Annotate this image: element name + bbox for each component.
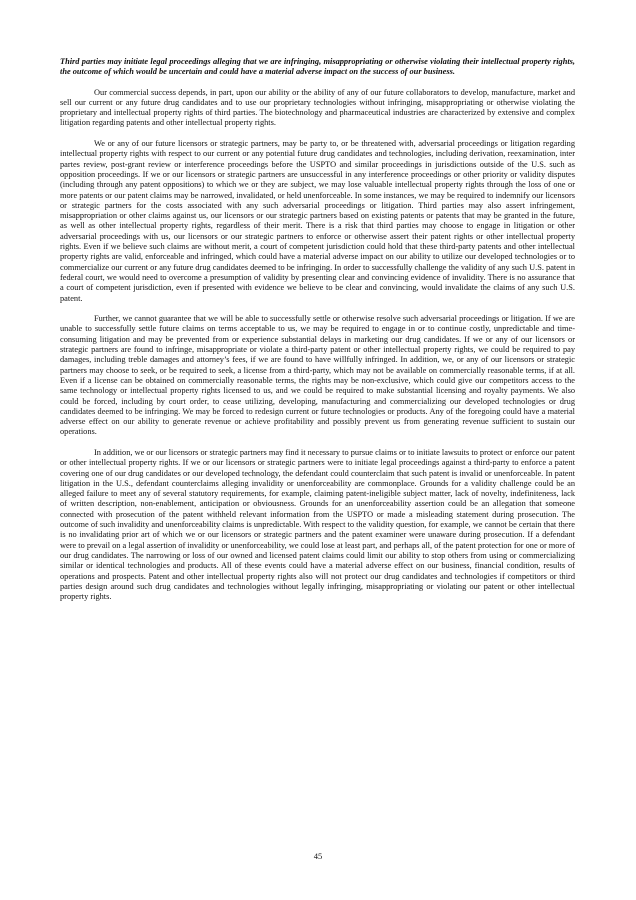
- page-body: [60, 57, 575, 613]
- page-number: 45: [313, 851, 323, 861]
- paragraph-2: We or any of our future licensors or strategic partners, may be party to, or be threatened with, adversarial proceedings or litigation regarding intellectual property rights with respect to our current or any potential future drug candidates and technologies, including derivation, reexamination, inter partes review, post-grant review or interference proceedings before the USPTO and similar proceedings in jurisdictions outside of the U.S. such as opposition proceedings. If we or our licensors or strategic partners are unsuccessful in any interference proceedings or other priority or validity disputes (including through any patent oppositions) to which we or they are subject, we may lose valuable intellectual property rights through the loss of one or more patents or our patent claims may be narrowed, invalidated, or held unenforceable. In some instances, we may be required to indemnify our licensors or strategic partners for the costs associated with any such adversarial proceedings or litigation. Third parties may also assert infringement, misappropriation or other claims against us, our licensors or our strategic partners based on existing patents or patents that may be granted in the future, as well as other intellectual property rights, regardless of their merit. There is a risk that third parties may choose to engage in litigation or other adversarial proceedings with us, our licensors or our strategic partners to enforce or otherwise assert their patent rights or other intellectual property rights. Even if we believe such claims are without merit, a court of competent jurisdiction could hold that these third-party patents and other intellectual property rights are valid, enforceable and infringed, which could have a material adverse impact on our ability to utilize our developed technologies or to commercialize our current or any future drug candidates deemed to be infringing. In order to successfully challenge the validity of any such U.S. patent in federal court, we would need to overcome a presumption of validity by presenting clear and convincing evidence of invalidity. There is no assurance that a court of competent jurisdiction, even if presented with evidence we believe to be clear and convincing, would invalidate the claims of any such U.S. patent.: [60, 139, 575, 303]
- paragraph-1: Our commercial success depends, in part, upon our ability or the ability of any of our future collaborators to develop, manufacture, market and sell our current or any future drug candidates and to use our proprietary technologies without infringing, misappropriating or otherwise violating the proprietary and intellectual property rights of third parties. The biotechnology and pharmaceutical industries are characterized by extensive and complex litigation regarding patents and other intellectual property rights.: [60, 87, 575, 128]
- paragraph-4: In addition, we or our licensors or strategic partners may find it necessary to pursue claims or to initiate lawsuits to protect or enforce our patent or other intellectual property rights. If we or our licensors or strategic partners were to initiate legal proceedings against a third-party to enforce a patent covering one of our drug candidates or our developed technology, the defendant could counterclaim that such patent is invalid or unenforceable. In patent litigation in the U.S., defendant counterclaims alleging invalidity or unenforceability are commonplace. Grounds for a validity challenge could be an alleged failure to meet any of several statutory requirements, for example, claiming patent-ineligible subject matter, lack of novelty, indefiniteness, lack of written description, non-enablement, anticipation or obviousness. Grounds for an unenforceability assertion could be an allegation that someone connected with prosecution of the patent withheld relevant information from the USPTO or made a misleading statement during prosecution. The outcome of such invalidity and unenforceability claims is unpredictable. With respect to the validity question, for example, we cannot be certain that there is no invalidating prior art of which we or our licensors or strategic partners and the patent examiner were unaware during prosecution. If a defendant were to prevail on a legal assertion of invalidity or unenforceability, we could lose at least part, and perhaps all, of the patent protection for one or more of our drug candidates. The narrowing or loss of our owned and licensed patent claims could limit our ability to stop others from using or commercializing similar or identical technologies and products. All of these events could have a material adverse effect on our business, financial condition, results of operations and prospects. Patent and other intellectual property rights also will not protect our drug candidates and technologies if competitors or third parties design around such drug candidates and technologies without legally infringing, misappropriating or violating our patent or other intellectual property rights.: [60, 447, 575, 602]
- section-heading: Third parties may initiate legal proceedings alleging that we are infringing, misappropriating or otherwise violating their intellectual property rights, the outcome of which would be uncertain and could have a material adverse impact on the success of our business.: [60, 57, 575, 77]
- paragraph-3: Further, we cannot guarantee that we will be able to successfully settle or otherwise resolve such adversarial proceedings or litigation. If we are unable to successfully settle future claims on terms acceptable to us, we may be required to engage in or to continue costly, unpredictable and time-consuming litigation and may be prevented from or experience substantial delays in marketing our drug candidates. If we or any of our licensors or strategic partners are found to infringe, misappropriate or violate a third-party patent or other intellectual property rights, we could be required to pay damages, including treble damages and attorney’s fees, if we are found to have willfully infringed. In addition, we, or any of our licensors or strategic partners may choose to seek, or be required to seek, a license from a third-party, which may not be available on commercially reasonable terms, if at all. Even if a license can be obtained on commercially reasonable terms, the rights may be non-exclusive, which could give our competitors access to the same technology or intellectual property rights licensed to us, and we could be required to make substantial licensing and royalty payments. We also could be forced, including by court order, to cease utilizing, developing, manufacturing and commercializing our developed technologies or drug candidates deemed to be infringing. We may be forced to redesign current or future technologies or products. Any of the foregoing could have a material adverse effect on our ability to generate revenue or achieve profitability and possibly prevent us from generating revenue sufficient to sustain our operations.: [60, 314, 575, 437]
